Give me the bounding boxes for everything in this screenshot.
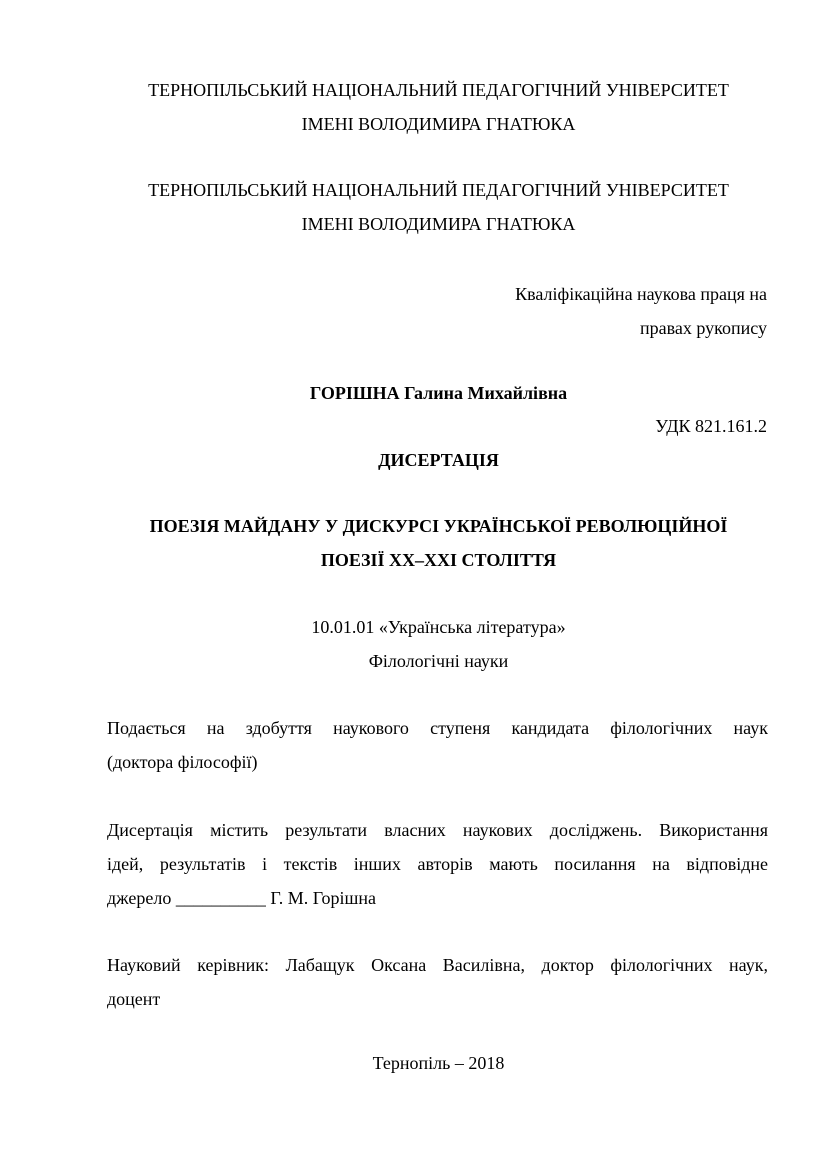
manuscript-note-line-2: правах рукопису — [640, 318, 767, 338]
originality-paragraph — [107, 813, 768, 915]
supervisor-paragraph-line-2: доцент — [107, 989, 161, 1009]
manuscript-note-line-1: Кваліфікаційна наукова праця на — [515, 284, 767, 304]
document-type: ДИСЕРТАЦІЯ — [378, 450, 499, 470]
originality-paragraph-line-3: джерело __________ Г. М. Горішна — [107, 888, 377, 908]
degree-paragraph-line-2: (доктора філософії) — [107, 752, 258, 772]
university-header-line-2: ІМЕНІ ВОЛОДИМИРА ГНАТЮКА — [301, 114, 576, 134]
dissertation-title-line-2: ПОЕЗІЇ ХХ–ХХІ СТОЛІТТЯ — [320, 550, 557, 570]
science-field: Філологічні науки — [368, 651, 509, 671]
originality-paragraph-line-1: Дисертація містить результати власних наукових досліджень. Використання — [107, 820, 768, 840]
specialty-code: 10.01.01 «Українська література» — [311, 617, 566, 637]
originality-paragraph-line-2: ідей, результатів і текстів інших авторів мають посилання на відповідне — [107, 854, 768, 874]
author-name: ГОРІШНА Галина Михайлівна — [309, 383, 568, 403]
udc-code: УДК 821.161.2 — [655, 416, 767, 436]
university-header-repeat-line-2: ІМЕНІ ВОЛОДИМИРА ГНАТЮКА — [301, 214, 576, 234]
supervisor-paragraph-line-1: Науковий керівник: Лабащук Оксана Василівна, доктор філологічних наук, — [107, 955, 768, 975]
degree-paragraph-line-1: Подається на здобуття наукового ступеня кандидата філологічних наук — [107, 718, 768, 738]
university-header-repeat-line-1: ТЕРНОПІЛЬСЬКИЙ НАЦІОНАЛЬНИЙ ПЕДАГОГІЧНИЙ УНІВЕРСИТЕТ — [148, 180, 729, 200]
dissertation-title-line-1: ПОЕЗІЯ МАЙДАНУ У ДИСКУРСІ УКРАЇНСЬКОЇ РЕВОЛЮЦІЙНОЇ — [149, 516, 728, 536]
place-and-year: Тернопіль – 2018 — [372, 1053, 505, 1073]
university-header-line-1: ТЕРНОПІЛЬСЬКИЙ НАЦІОНАЛЬНИЙ ПЕДАГОГІЧНИЙ УНІВЕРСИТЕТ — [148, 80, 729, 100]
degree-paragraph — [107, 711, 768, 779]
supervisor-paragraph — [107, 948, 768, 1016]
